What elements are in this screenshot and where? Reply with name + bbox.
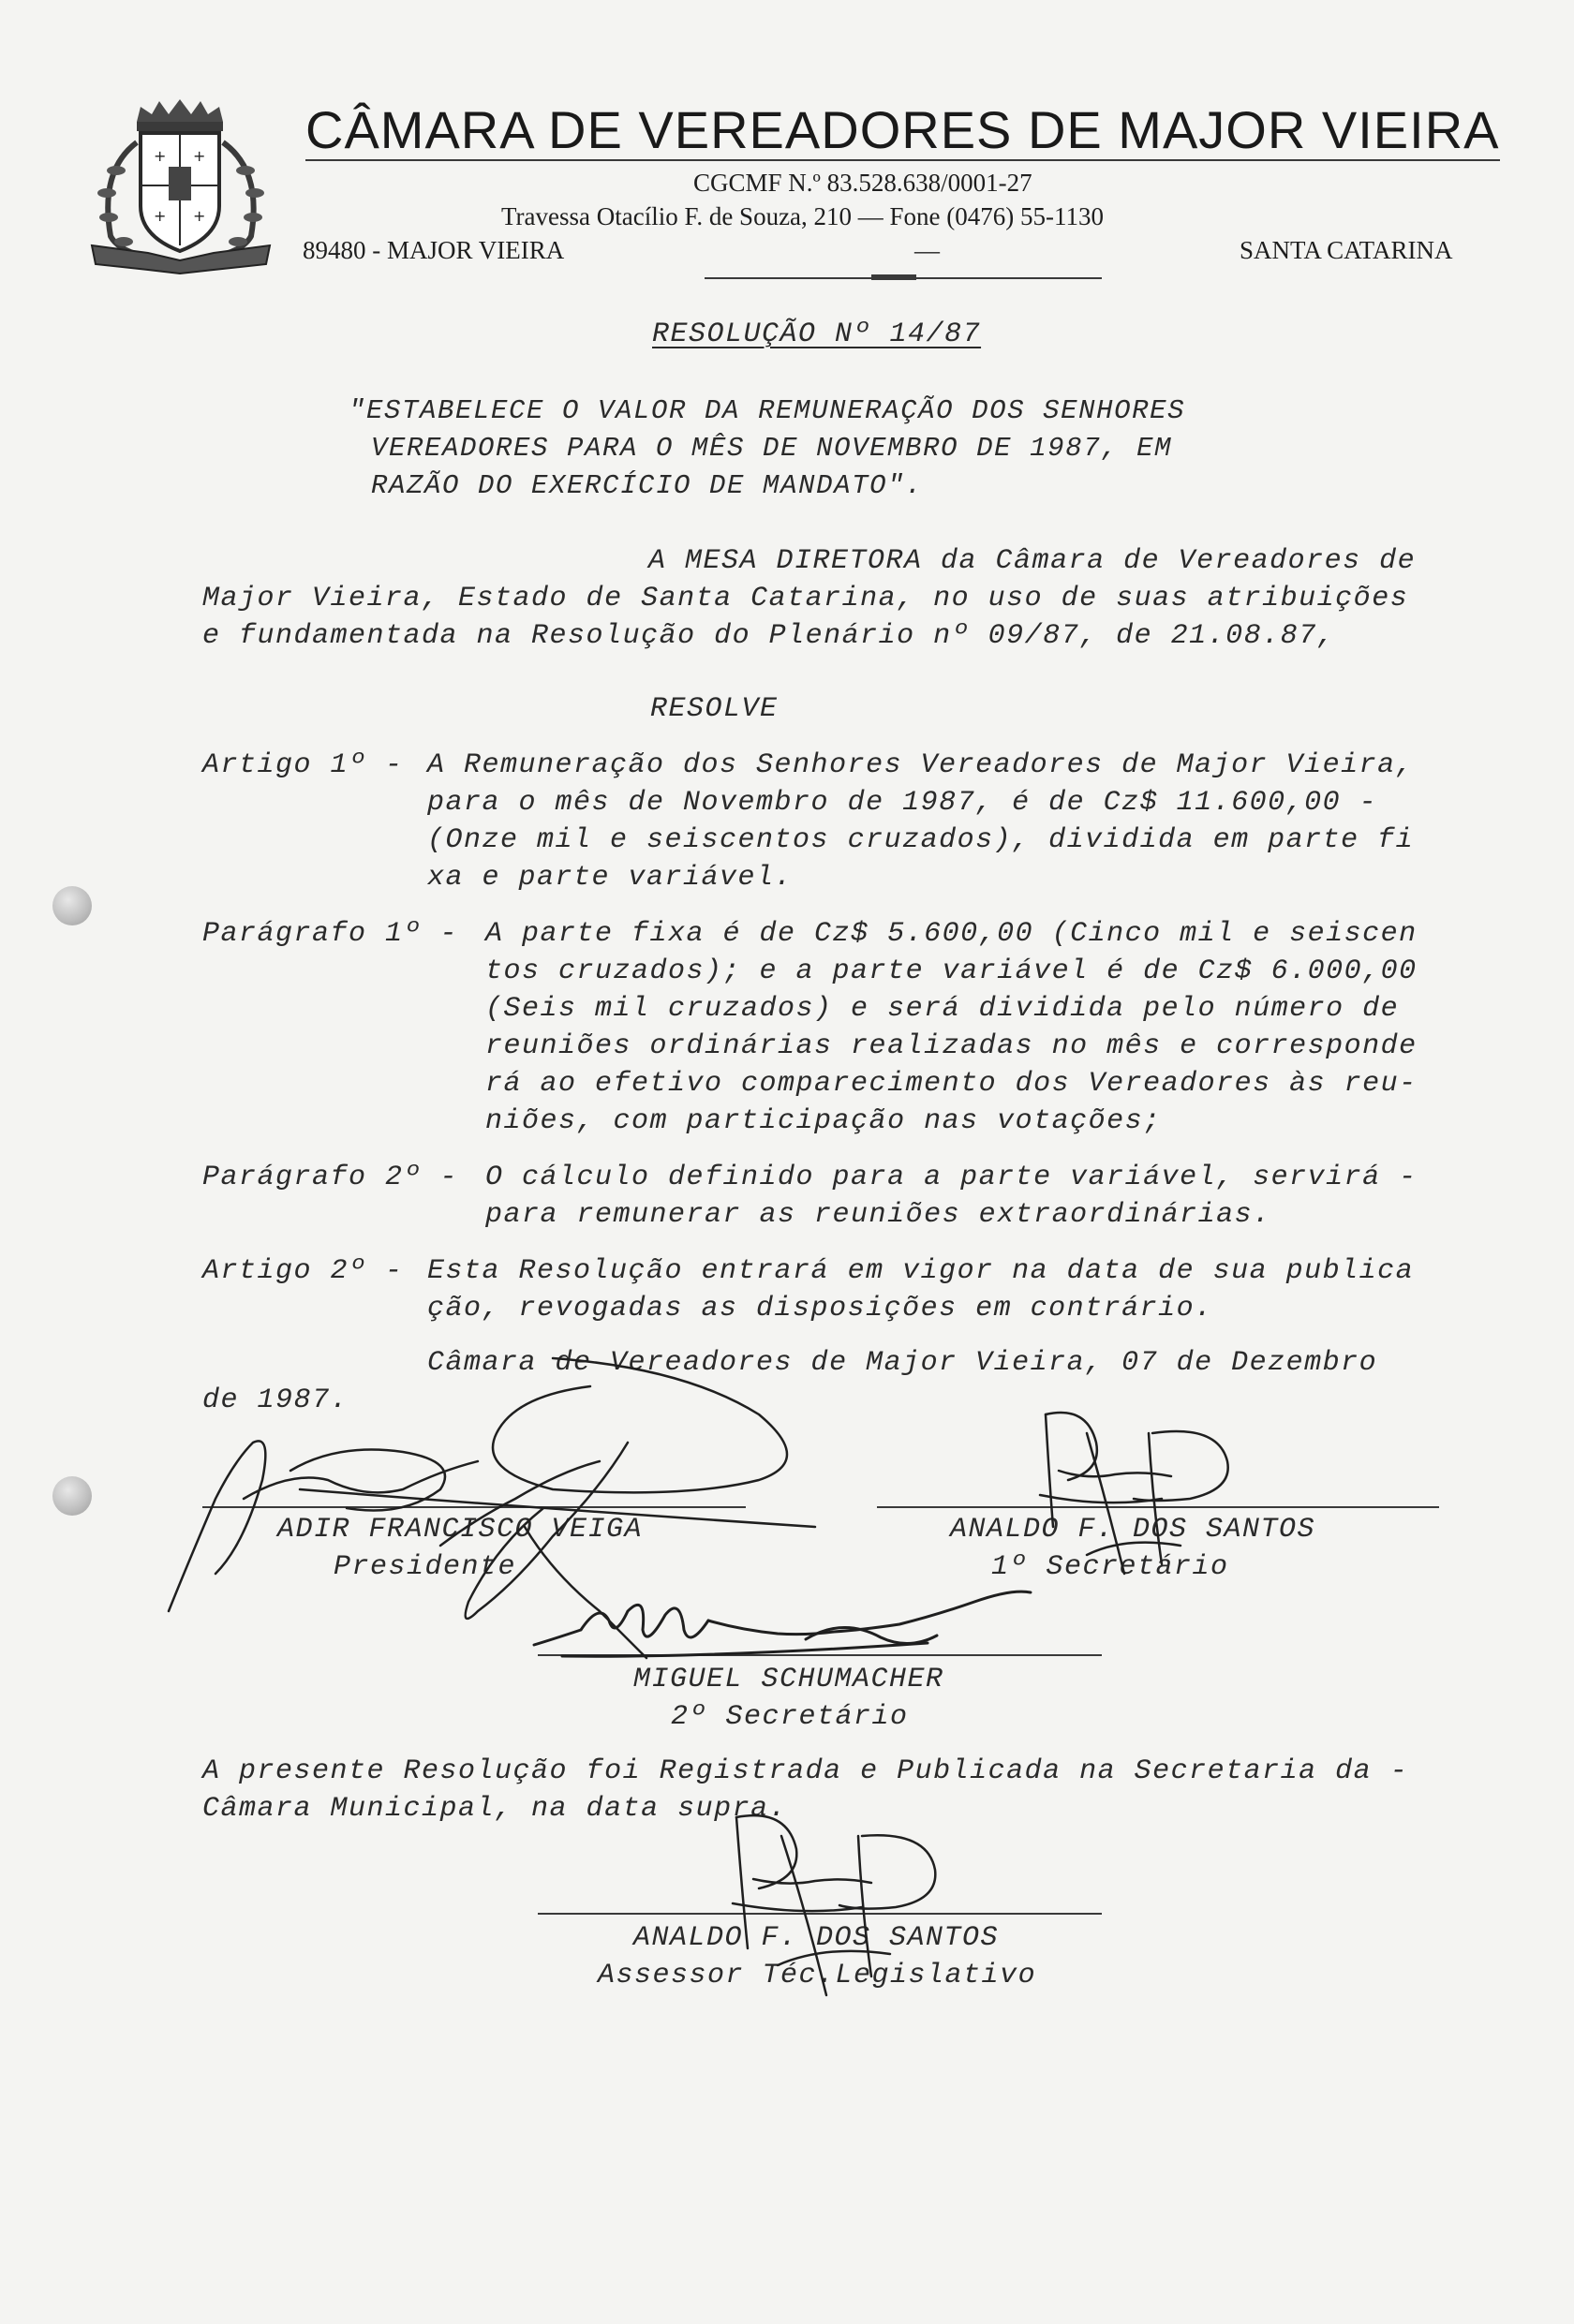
letterhead-state: SANTA CATARINA [1240, 236, 1453, 264]
signature-assessor [721, 1808, 956, 2005]
closing-line: de 1987. [202, 1384, 349, 1416]
preamble-line: A MESA DIRETORA da Câmara de Vereadores de [648, 545, 1417, 577]
assessor-name: ANALDO F. DOS SANTOS [633, 1922, 1000, 1954]
ementa-line: VEREADORES PARA O MÊS DE NOVEMBRO DE 1987, EM [371, 433, 1173, 464]
artigo1-line: A Remuneração dos Senhores Vereadores de Major Vieira, [427, 749, 1415, 781]
signatory-role: 2º Secretário [671, 1701, 909, 1733]
letterhead-cgcmf: CGCMF N.º 83.528.638/0001-27 [693, 169, 1032, 197]
signatory-name: MIGUEL SCHUMACHER [633, 1664, 944, 1695]
letterhead-address: Travessa Otacílio F. de Souza, 210 — Fone (0476) 55-1130 [501, 202, 1105, 230]
signature-first-secretary [1031, 1405, 1255, 1592]
artigo1-line: para o mês de Novembro de 1987, é de Cz$ 11.600,00 - [427, 787, 1378, 819]
svg-text:+: + [154, 207, 167, 225]
letterhead-rule [305, 159, 1500, 161]
closing-line: Câmara de Vereadores de Major Vieira, 07 de Dezembro [427, 1347, 1378, 1379]
letterhead-dash: — [914, 236, 940, 264]
paragrafo2-label: Parágrafo 2º - [202, 1162, 459, 1193]
svg-text:+: + [154, 147, 167, 165]
letterhead-title: CÂMARA DE VEREADORES DE MAJOR VIEIRA [305, 100, 1500, 159]
preamble-line: Major Vieira, Estado de Santa Catarina, no uso de suas atribuições [202, 583, 1409, 614]
letterhead-ornament-mark [871, 274, 916, 280]
artigo2-label: Artigo 2º - [202, 1255, 404, 1287]
resolve-heading: RESOLVE [650, 693, 779, 725]
punch-hole-icon [52, 886, 92, 925]
registration-line: Câmara Municipal, na data supra. [202, 1793, 788, 1825]
artigo2-line: Esta Resolução entrará em vigor na data de sua publica [427, 1255, 1415, 1287]
paragrafo1-line: (Seis mil cruzados) e será dividida pelo número de [485, 993, 1400, 1025]
paragrafo2-line: para remunerar as reuniões extraordinárias. [485, 1199, 1271, 1231]
artigo1-line: (Onze mil e seiscentos cruzados), dividida em parte fi [427, 824, 1415, 856]
paragrafo1-line: niões, com participação nas votações; [485, 1105, 1162, 1137]
ementa-line: "ESTABELECE O VALOR DA REMUNERAÇÃO DOS SENHORES [349, 395, 1186, 426]
paragrafo1-label: Parágrafo 1º - [202, 918, 459, 950]
signature-second-secretary [525, 1583, 1049, 1686]
artigo1-label: Artigo 1º - [202, 749, 404, 781]
assessor-role: Assessor Téc.Legislativo [598, 1960, 1037, 1991]
signatory-name: ANALDO F. DOS SANTOS [950, 1514, 1316, 1546]
signatory-role: Presidente [334, 1551, 517, 1583]
paragrafo1-line: rá ao efetivo comparecimento dos Vereadores às reu- [485, 1068, 1418, 1100]
ementa-line: RAZÃO DO EXERCÍCIO DE MANDATO". [371, 470, 924, 501]
preamble-line: e fundamentada na Resolução do Plenário nº 09/87, de 21.08.87, [202, 620, 1336, 652]
signatory-role: 1º Secretário [991, 1551, 1229, 1583]
svg-text:+: + [193, 207, 206, 225]
paragrafo2-line: O cálculo definido para a parte variável, servirá - [485, 1162, 1418, 1193]
artigo2-line: ção, revogadas as disposições em contrário. [427, 1293, 1213, 1325]
letterhead-city: 89480 - MAJOR VIEIRA [303, 236, 565, 264]
signatory-name: ADIR FRANCISCO VEIGA [277, 1514, 644, 1546]
svg-text:+: + [193, 147, 206, 165]
artigo1-line: xa e parte variável. [427, 862, 794, 894]
paragrafo1-line: tos cruzados); e a parte variável é de Cz$ 6.000,00 [485, 955, 1418, 987]
registration-line: A presente Resolução foi Registrada e Publicada na Secretaria da - [202, 1755, 1409, 1787]
paragrafo1-line: reuniões ordinárias realizadas no mês e corresponde [485, 1030, 1418, 1062]
paragrafo1-line: A parte fixa é de Cz$ 5.600,00 (Cinco mil e seiscen [485, 918, 1418, 950]
coat-of-arms-icon [82, 96, 279, 274]
resolution-number: RESOLUÇÃO Nº 14/87 [652, 318, 982, 350]
punch-hole-icon [52, 1476, 92, 1516]
